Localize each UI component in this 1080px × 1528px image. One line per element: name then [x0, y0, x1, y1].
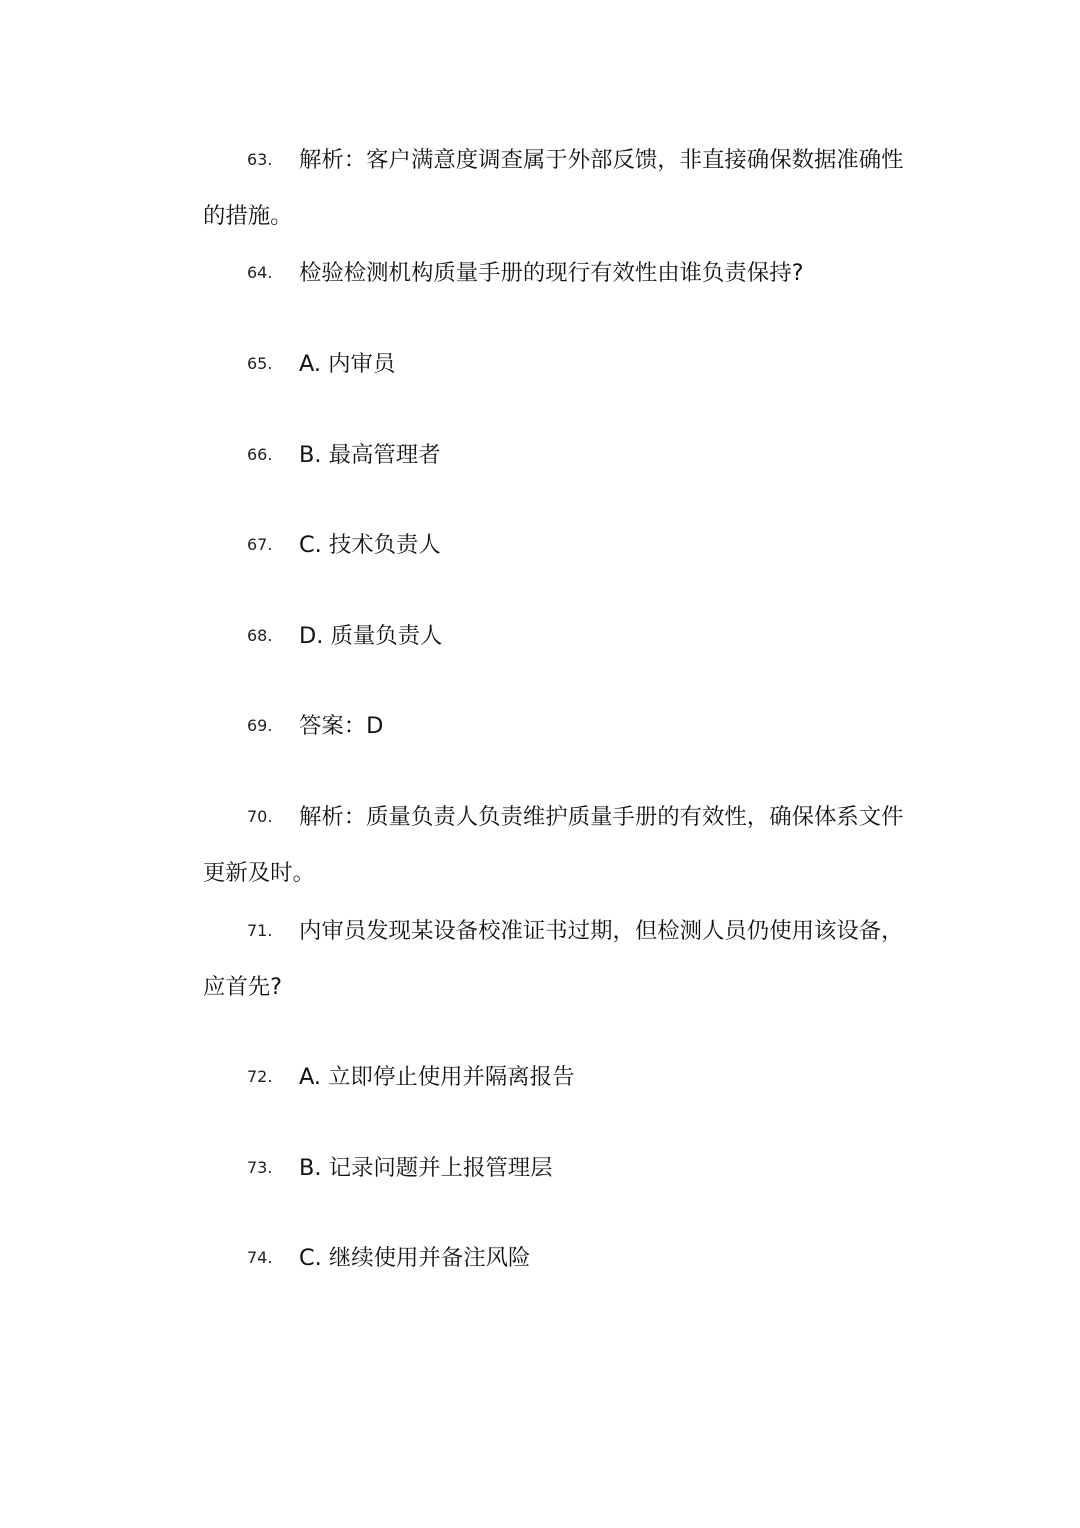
- item-text: B. 最高管理者: [299, 442, 441, 468]
- item-text: C. 继续使用并备注风险: [299, 1245, 531, 1271]
- item-text: 解析：质量负责人负责维护质量手册的有效性，确保体系文件更新及时。: [203, 804, 904, 886]
- item-number: 73.: [247, 1158, 273, 1177]
- item-number: 72.: [247, 1067, 273, 1086]
- item-text: A. 内审员: [299, 351, 396, 377]
- item-number: 74.: [247, 1248, 273, 1267]
- option-c-67: [203, 517, 913, 573]
- paragraph-70: [203, 789, 913, 901]
- item-text: 检验检测机构质量手册的现行有效性由谁负责保持?: [299, 260, 804, 286]
- answer-69: [203, 698, 913, 754]
- item-number: 66.: [247, 445, 273, 464]
- item-number: 65.: [247, 354, 273, 373]
- option-c-74: [203, 1230, 913, 1286]
- item-number: 71.: [247, 921, 273, 940]
- item-number: 63.: [247, 150, 273, 169]
- item-text: 答案：D: [299, 713, 384, 739]
- item-text: A. 立即停止使用并隔离报告: [299, 1064, 575, 1090]
- item-text: D. 质量负责人: [299, 623, 443, 649]
- item-text: B. 记录问题并上报管理层: [299, 1155, 553, 1181]
- option-b-73: [203, 1140, 913, 1196]
- item-number: 64.: [247, 263, 273, 282]
- option-b-66: [203, 427, 913, 483]
- item-number: 68.: [247, 626, 273, 645]
- question-71: [203, 903, 913, 1015]
- item-number: 67.: [247, 535, 273, 554]
- paragraph-63: [203, 132, 913, 244]
- option-a-65: [203, 336, 913, 392]
- question-64: [203, 245, 913, 301]
- item-text: 解析：客户满意度调查属于外部反馈，非直接确保数据准确性的措施。: [203, 147, 904, 229]
- item-text: C. 技术负责人: [299, 532, 441, 558]
- item-number: 70.: [247, 807, 273, 826]
- option-d-68: [203, 608, 913, 664]
- item-text: 内审员发现某设备校准证书过期，但检测人员仍使用该设备，应首先?: [203, 918, 904, 1000]
- item-number: 69.: [247, 716, 273, 735]
- option-a-72: [203, 1049, 913, 1105]
